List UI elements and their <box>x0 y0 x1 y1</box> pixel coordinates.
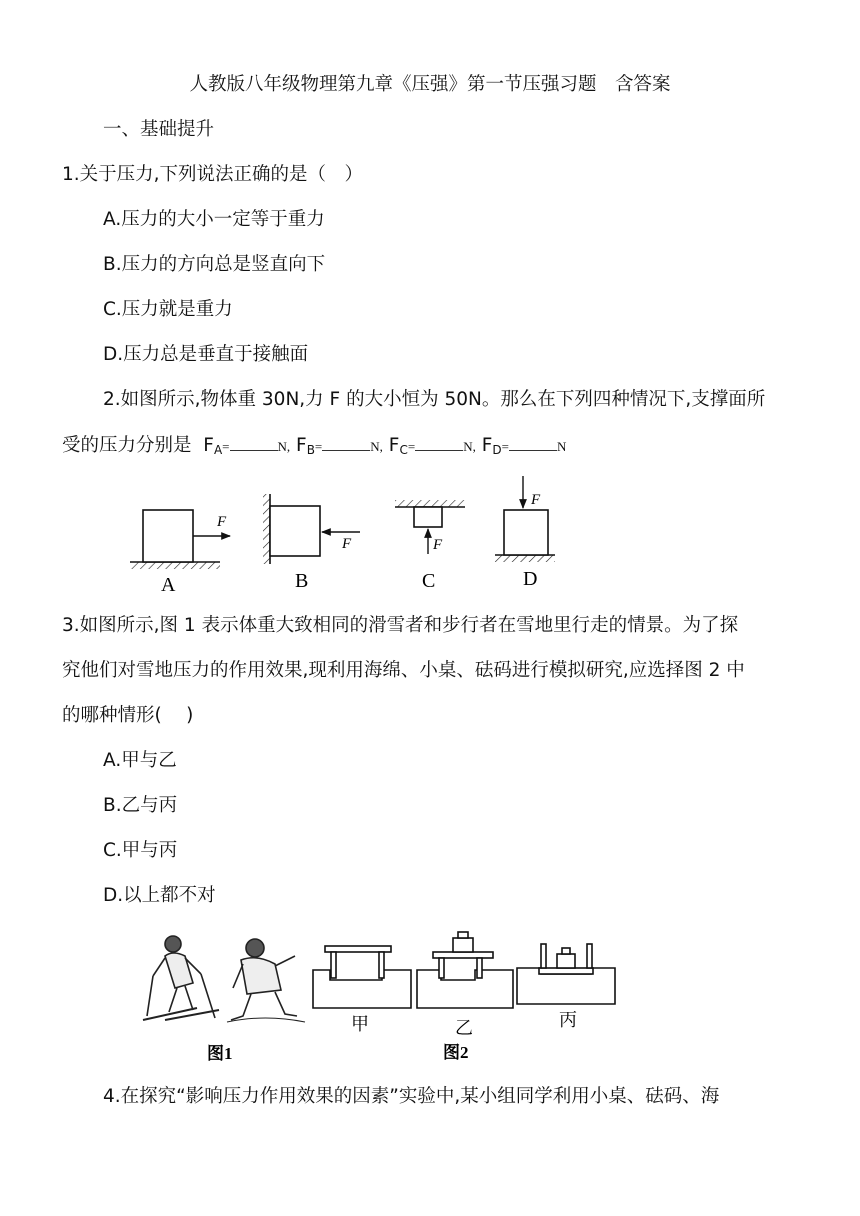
ground-hatch <box>130 562 220 569</box>
q1-option-b: B.压力的方向总是竖直向下 <box>103 254 326 275</box>
section-heading: 一、基础提升 <box>103 119 215 140</box>
walker-illustration <box>227 939 305 1022</box>
force-label-a: F <box>217 514 227 530</box>
block <box>414 507 442 527</box>
fc-answer-blank[interactable] <box>415 434 463 451</box>
block <box>143 510 193 562</box>
force-label-c: F <box>433 537 443 553</box>
q2-stem-line2 <box>62 434 566 462</box>
separator: , <box>286 439 291 454</box>
fb-label: FB= <box>296 435 323 457</box>
skier-illustration <box>143 936 219 1020</box>
q2-stem-line2-text: 受的压力分别是 <box>62 435 192 456</box>
separator: , <box>379 439 383 454</box>
block <box>270 506 320 556</box>
block <box>504 510 548 555</box>
figure-c <box>395 500 465 592</box>
figure-label-d: D <box>523 568 538 590</box>
q2-force-figure <box>120 470 580 595</box>
sponge-yi <box>417 932 513 1008</box>
q3-stem-line1: 3.如图所示,图 1 表示体重大致相同的滑雪者和步行者在雪地里行走的情景。为了探 <box>62 615 739 636</box>
figure-label-c: C <box>422 570 436 592</box>
sponge-bing <box>517 944 615 1004</box>
figure-b <box>263 494 360 592</box>
sponge <box>417 970 513 1008</box>
fa-label: FA= <box>203 435 230 457</box>
figure-a <box>130 510 230 595</box>
q3-option-b: B.乙与丙 <box>103 795 178 816</box>
table-leg <box>541 944 546 968</box>
weight <box>453 938 473 952</box>
unit: N <box>556 439 567 454</box>
ground-hatch <box>495 555 555 562</box>
q3-option-a: A.甲与乙 <box>103 750 177 771</box>
fig1-label: 图1 <box>207 1044 233 1063</box>
q3-option-d: D.以上都不对 <box>103 885 216 906</box>
q1-option-d: D.压力总是垂直于接触面 <box>103 344 309 365</box>
wall-hatch <box>263 494 270 564</box>
q2-stem-line1: 2.如图所示,物体重 30N,力 F 的大小恒为 50N。那么在下列四种情况下,支撑面所 <box>103 389 766 410</box>
fig2-label: 图2 <box>443 1043 469 1062</box>
table-leg <box>439 958 444 978</box>
q1-stem: 1.关于压力,下列说法正确的是（ ） <box>62 164 364 185</box>
q4-stem-line1: 4.在探究“影响压力作用效果的因素”实验中,某小组同学利用小桌、砝码、海 <box>103 1086 720 1107</box>
unit: N <box>463 439 473 454</box>
sub-label-yi: 乙 <box>455 1018 473 1038</box>
table-top-inverted <box>539 968 593 974</box>
q1-option-a: A.压力的大小一定等于重力 <box>103 209 325 230</box>
fd-answer-blank[interactable] <box>509 434 557 451</box>
document-title: 人教版八年级物理第九章《压强》第一节压强习题 含答案 <box>189 74 671 95</box>
fb-answer-blank[interactable] <box>322 434 370 451</box>
fc-label: FC= <box>388 435 416 457</box>
force-label-d: F <box>531 492 541 508</box>
force-label-b: F <box>342 536 352 552</box>
weight-knob <box>562 948 570 954</box>
table-top <box>325 946 391 952</box>
ceiling-hatch <box>395 500 465 507</box>
sponge-jia <box>313 946 411 1008</box>
table-leg <box>379 952 384 978</box>
fd-label: FD= <box>481 435 509 457</box>
sponge <box>313 970 411 1008</box>
table-top <box>433 952 493 958</box>
figure-d <box>495 476 555 590</box>
figure-label-a: A <box>161 574 176 595</box>
table-leg <box>587 944 592 968</box>
fa-answer-blank[interactable] <box>230 434 278 451</box>
unit: N <box>277 439 287 454</box>
sub-label-jia: 甲 <box>351 1014 369 1034</box>
separator: , <box>472 439 476 454</box>
q1-option-c: C.压力就是重力 <box>103 299 233 320</box>
weight-knob <box>458 932 468 938</box>
table-leg <box>477 958 482 978</box>
q3-snow-figure <box>135 928 645 1068</box>
q3-stem-line2: 究他们对雪地压力的作用效果,现利用海绵、小桌、砝码进行模拟研究,应选择图 2 中 <box>62 660 745 681</box>
q3-stem-line3: 的哪种情形( ) <box>62 705 194 726</box>
sub-label-bing: 丙 <box>559 1010 577 1030</box>
table-leg <box>331 952 336 978</box>
unit: N <box>370 439 380 454</box>
weight <box>557 954 575 968</box>
q3-option-c: C.甲与丙 <box>103 840 178 861</box>
figure-label-b: B <box>295 570 309 592</box>
